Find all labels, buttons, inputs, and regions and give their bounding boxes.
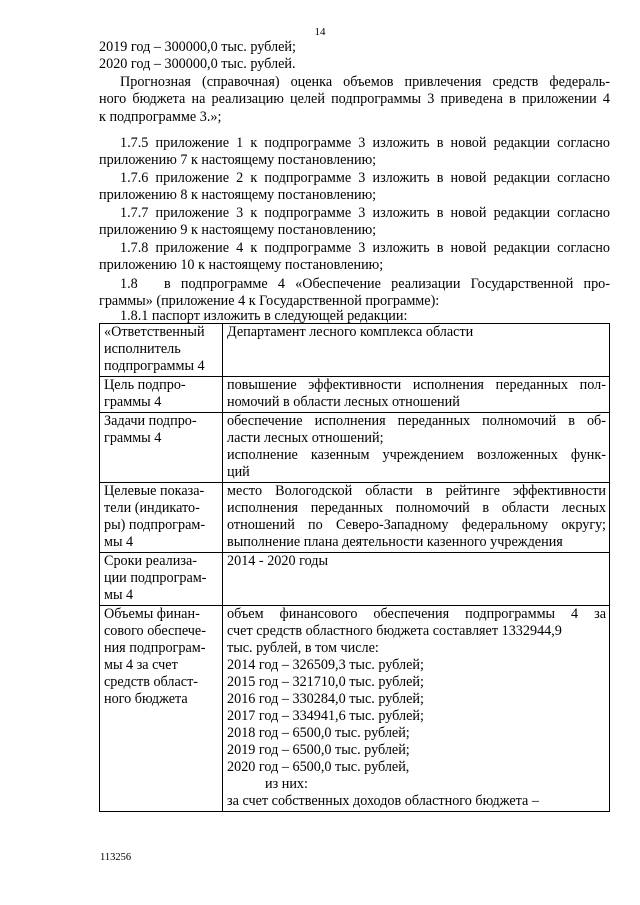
row-value-funding [223, 606, 610, 812]
cell-line: отношений по Северо-Западному федеральному округу; [227, 517, 606, 533]
row-value-indicators [223, 483, 610, 553]
cell-line: ного бюджета [104, 691, 188, 707]
item-1-8-number: 1.8 [120, 276, 138, 292]
cell-line: средств област- [104, 674, 199, 690]
cell-line: тели (индикато- [104, 500, 200, 516]
cell-line: граммы 4 [104, 430, 162, 446]
cell-line: граммы 4 [104, 394, 162, 410]
text-line: 2019 год – 300000,0 тыс. рублей; [99, 39, 296, 55]
cell-line: ласти лесных отношений; [227, 430, 384, 446]
row-label-indicators [100, 483, 223, 553]
row-label-funding [100, 606, 223, 812]
cell-line: исполнитель [104, 341, 181, 357]
table-row [100, 553, 610, 606]
row-value-timeline [223, 553, 610, 606]
cell-line: исполнение казенным учреждением возложенных функ- [227, 447, 606, 463]
item-1-7-8-line: 1.7.8 приложение 4 к подпрограмме 3 изложить в новой редакции согласно [120, 240, 610, 256]
row-label-timeline [100, 553, 223, 606]
cell-line: обеспечение исполнения переданных полномочий в об- [227, 413, 606, 429]
table-row [100, 324, 610, 377]
row-label-tasks [100, 413, 223, 483]
cell-line: ций [227, 464, 250, 480]
item-1-7-7-line: приложению 9 к настоящему постановлению; [99, 222, 377, 238]
cell-line: сового обеспече- [104, 623, 206, 639]
cell-line: Целевые показа- [104, 483, 205, 499]
cell-line: 2017 год – 334941,6 тыс. рублей; [227, 708, 424, 724]
item-1-7-5-line: приложению 7 к настоящему постановлению; [99, 152, 377, 168]
cell-line: «Ответственный [104, 324, 205, 340]
cell-line: объем финансового обеспечения подпрограммы 4 за [227, 606, 606, 622]
cell-line: Цель подпро- [104, 377, 186, 393]
cell-line: ры) подпрограм- [104, 517, 206, 533]
cell-line: исполнения переданных полномочий в области лесных [227, 500, 606, 516]
cell-line: мы 4 [104, 587, 134, 603]
cell-line: 2018 год – 6500,0 тыс. рублей; [227, 725, 410, 741]
table-row [100, 483, 610, 553]
table-row [100, 377, 610, 413]
cell-line: Задачи подпро- [104, 413, 197, 429]
row-label-responsible [100, 324, 223, 377]
item-1-7-8-line: приложению 10 к настоящему постановлению; [99, 257, 384, 273]
cell-line: тыс. рублей, в том числе: [227, 640, 379, 656]
item-1-8-line: граммы» (приложение 4 к Государственной программе): [99, 293, 440, 309]
cell-line: номочий в области лесных отношений [227, 394, 460, 410]
row-value-goal [223, 377, 610, 413]
table-row [100, 413, 610, 483]
text-line: 2020 год – 300000,0 тыс. рублей. [99, 56, 296, 72]
item-1-8-1-line: 1.8.1 паспорт изложить в следующей редакции: [120, 308, 408, 324]
paragraph-line: Прогнозная (справочная) оценка объемов привлечения средств федераль- [120, 74, 610, 90]
paragraph-line: к подпрограмме 3.»; [99, 109, 222, 125]
row-value-tasks [223, 413, 610, 483]
passport-table [99, 323, 610, 812]
cell-line: 2020 год – 6500,0 тыс. рублей, [227, 759, 410, 775]
cell-line: 2014 - 2020 годы [227, 553, 329, 569]
cell-line: повышение эффективности исполнения переданных пол- [227, 377, 606, 393]
item-1-7-7-line: 1.7.7 приложение 3 к подпрограмме 3 изложить в новой редакции согласно [120, 205, 610, 221]
page-number: 14 [314, 26, 326, 38]
cell-line: 2016 год – 330284,0 тыс. рублей; [227, 691, 424, 707]
cell-line: мы 4 [104, 534, 134, 550]
cell-line: выполнение плана деятельности казенного учреждения [227, 534, 563, 550]
item-1-8-line: в подпрограмме 4 «Обеспечение реализации Государственной про- [164, 276, 610, 292]
cell-line: Департамент лесного комплекса области [227, 324, 474, 340]
item-1-7-6-line: приложению 8 к настоящему постановлению; [99, 187, 377, 203]
cell-line: Сроки реализа- [104, 553, 197, 569]
cell-line: Объемы финан- [104, 606, 200, 622]
cell-line: 2019 год – 6500,0 тыс. рублей; [227, 742, 410, 758]
cell-line: счет средств областного бюджета составляет 1332944,9 [227, 623, 562, 639]
row-label-goal [100, 377, 223, 413]
table-row [100, 606, 610, 812]
cell-line: подпрограммы 4 [104, 358, 205, 374]
cell-line: ции подпрограм- [104, 570, 207, 586]
cell-line: за счет собственных доходов областного бюджета – [227, 793, 539, 809]
cell-line: мы 4 за счет [104, 657, 178, 673]
item-1-7-6-line: 1.7.6 приложение 2 к подпрограмме 3 изложить в новой редакции согласно [120, 170, 610, 186]
cell-line: место Вологодской области в рейтинге эффективности [227, 483, 606, 499]
row-value-responsible [223, 324, 610, 377]
cell-line: 2014 год – 326509,3 тыс. рублей; [227, 657, 424, 673]
cell-line: из них: [265, 776, 308, 792]
cell-line: ния подпрограм- [104, 640, 206, 656]
cell-line: 2015 год – 321710,0 тыс. рублей; [227, 674, 424, 690]
paragraph-line: ного бюджета на реализацию целей подпрограммы 3 приведена в приложении 4 [99, 91, 610, 107]
item-1-7-5-line: 1.7.5 приложение 1 к подпрограмме 3 изложить в новой редакции согласно [120, 135, 610, 151]
footer-code: 113256 [100, 852, 132, 863]
